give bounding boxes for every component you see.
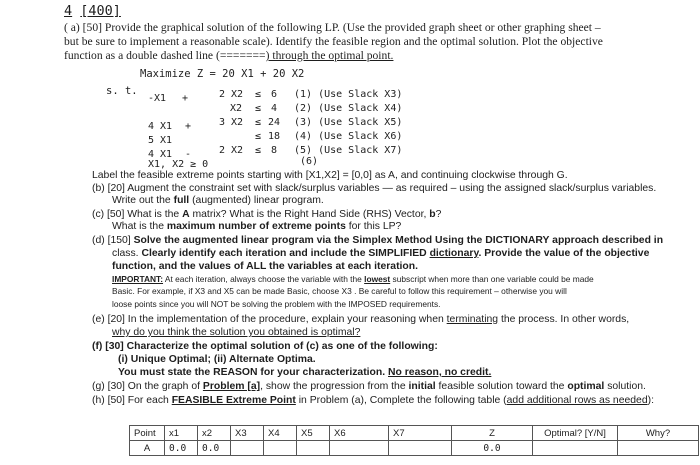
part-c-l2-bold: maximum number of extreme points bbox=[166, 221, 346, 232]
part-d-l4-end: subscript when more than one variable could be made bbox=[390, 274, 594, 284]
part-h-text-mid: in Problem (a), Complete the following table ( bbox=[295, 395, 507, 406]
constraint-4-term-1: 5 X1 bbox=[148, 135, 173, 146]
part-e-underline: terminating bbox=[446, 314, 499, 325]
part-b-line-2 bbox=[112, 195, 324, 206]
part-g-text-end: solution. bbox=[604, 381, 646, 392]
cell-z: 0.0 bbox=[452, 441, 533, 456]
part-c-l2-text: What is the bbox=[112, 221, 167, 232]
part-h-text: (h) [50] For each bbox=[92, 395, 172, 406]
part-g-text: (g) [30] On the graph of bbox=[92, 381, 203, 392]
objective-function: Maximize Z = 20 X1 + 20 X2 bbox=[140, 68, 305, 80]
problem-number: 4 bbox=[64, 3, 73, 19]
header-x2: x2 bbox=[198, 426, 231, 441]
lowest-emphasis: lowest bbox=[364, 274, 391, 284]
constraint-1-term-2: 2 X2 bbox=[219, 89, 244, 100]
part-e-line-1 bbox=[92, 314, 629, 325]
constraint-3-note: (3) (Use Slack X5) bbox=[294, 117, 403, 128]
header-x1: x1 bbox=[165, 426, 198, 441]
cell-why[interactable] bbox=[618, 441, 699, 456]
cell-optimal[interactable] bbox=[533, 441, 618, 456]
header-z: Z bbox=[452, 426, 533, 441]
constraint-3-operator: + bbox=[185, 121, 192, 132]
constraint-2-note: (2) (Use Slack X4) bbox=[294, 103, 403, 114]
part-c-l2-text-end: for this LP? bbox=[345, 221, 402, 232]
part-a-line-3-prefix: function as a double dashed line ( bbox=[64, 49, 220, 62]
part-d-line-4 bbox=[112, 274, 594, 284]
part-h-text-end: ): bbox=[647, 395, 654, 406]
header-x6: X6 bbox=[330, 426, 389, 441]
cell-x1: 0.0 bbox=[165, 441, 198, 456]
part-b-line-1: (b) [20] Augment the constraint set with slack/surplus variables — as required – using the assigned slack/surplus variables. bbox=[92, 183, 657, 194]
part-d-line-5: Basic. For example, if X3 and X5 can be made Basic, choose X3 . Be careful to follow this requirement – otherwise you will bbox=[112, 286, 567, 296]
part-e-line-2: why do you think the solution you obtained is optimal? bbox=[112, 327, 361, 338]
part-g-underline: Problem [a] bbox=[202, 381, 261, 392]
cell-x6[interactable] bbox=[330, 441, 389, 456]
part-c-text-mid: matrix? What is the Right Hand Side (RHS) Vector, bbox=[189, 209, 430, 220]
part-d-l4-text: At each iteration, always choose the variable with the bbox=[163, 274, 365, 284]
constraint-3-term-2: 3 X2 bbox=[219, 117, 244, 128]
part-g-line-1 bbox=[92, 381, 646, 392]
constraint-1-operator: + bbox=[182, 93, 189, 104]
constraint-4-note: (4) (Use Slack X6) bbox=[294, 131, 403, 142]
part-a-line-3-suffix: ) through the optimal point. bbox=[265, 49, 394, 62]
part-a-line-1: ( a) [50] Provide the graphical solution of the following LP. (Use the provided graph sheet or other graphing sheet – bbox=[64, 21, 601, 34]
subject-to-label: s. t. bbox=[106, 85, 138, 97]
cell-x7[interactable] bbox=[389, 441, 452, 456]
constraint-5-relation: ≤ bbox=[255, 145, 262, 156]
part-b-text: Write out the bbox=[112, 195, 174, 206]
part-e-text-end: the process. In other words, bbox=[498, 314, 630, 325]
important-label: IMPORTANT: bbox=[112, 274, 164, 284]
part-d-l2-text: class. bbox=[112, 248, 142, 259]
cell-x2: 0.0 bbox=[198, 441, 231, 456]
part-f-underline: No reason, no credit. bbox=[388, 367, 492, 378]
part-g-text-mid: , show the progression from the bbox=[260, 381, 409, 392]
part-f-line-1: (f) [30] Characterize the optimal solution of (c) as one of the following: bbox=[92, 341, 438, 352]
part-f-line-2: (i) Unique Optimal; (ii) Alternate Optima. bbox=[118, 354, 316, 365]
header-x4: X4 bbox=[264, 426, 297, 441]
constraint-1-relation: ≤ bbox=[255, 89, 262, 100]
constraint-5-rhs: 8 bbox=[271, 145, 278, 156]
constraint-4-rhs: 18 bbox=[268, 131, 281, 142]
part-b-bold: full bbox=[173, 195, 190, 206]
part-e-text: (e) [20] In the implementation of the procedure, explain your reasoning when bbox=[92, 314, 447, 325]
constraint-2-rhs: 4 bbox=[271, 103, 278, 114]
part-c-line-1 bbox=[92, 209, 441, 220]
constraint-3-term-1: 4 X1 bbox=[148, 121, 173, 132]
extreme-points-table bbox=[129, 425, 699, 456]
part-d-l2-end: . Provide the value of the objective bbox=[478, 248, 650, 259]
part-d-line-2 bbox=[112, 248, 649, 259]
part-f-text: You must state the REASON for your characterization. bbox=[118, 367, 389, 378]
nonnegativity-constraint: X1, X2 ≥ 0 bbox=[148, 159, 209, 170]
part-d-l2-underline: dictionary bbox=[429, 248, 479, 259]
part-f-line-3 bbox=[118, 367, 491, 378]
header-point: Point bbox=[130, 426, 165, 441]
table-header-row bbox=[130, 426, 699, 441]
constraint-5-operator: - bbox=[185, 149, 192, 160]
constraint-3-relation: ≤ bbox=[255, 117, 262, 128]
problem-points: [400] bbox=[80, 3, 121, 19]
problem-header bbox=[64, 3, 121, 19]
part-b-text-end: (augmented) linear program. bbox=[189, 195, 324, 206]
label-instructions: Label the feasible extreme points starting with [X1,X2] = [0,0] as A, and continuing clockwise through G. bbox=[92, 170, 568, 181]
cell-x3[interactable] bbox=[231, 441, 264, 456]
part-c-line-2 bbox=[112, 221, 401, 232]
cell-x4[interactable] bbox=[264, 441, 297, 456]
header-x7: X7 bbox=[389, 426, 452, 441]
part-d-l2-bold: Clearly identify each iteration and include the SIMPLIFIED bbox=[141, 248, 430, 259]
part-d-bold: Solve the augmented linear program via the Simplex Method Using the DICTIONARY approach described in bbox=[133, 235, 664, 246]
part-c-bold-b: b bbox=[429, 209, 436, 220]
part-d-line-6: loose points since you will NOT be solving the problem with the IMPOSED requirements. bbox=[112, 299, 441, 309]
part-g-bold-optimal: optimal bbox=[567, 381, 605, 392]
cell-x5[interactable] bbox=[297, 441, 330, 456]
part-c-bold-a: A bbox=[182, 209, 190, 220]
constraint-5-term-2: 2 X2 bbox=[219, 145, 244, 156]
part-d-line-3: function, and the values of ALL the variables at each iteration. bbox=[112, 261, 419, 272]
part-a-line-2: but be sure to implement a reasonable scale). Identify the feasible region and the optimal solution. Plot the objective bbox=[64, 35, 603, 48]
constraint-1-term-1: -X1 bbox=[148, 93, 167, 104]
part-d-text: (d) [150] bbox=[92, 235, 134, 246]
header-x3: X3 bbox=[231, 426, 264, 441]
header-optimal: Optimal? [Y/N] bbox=[533, 426, 618, 441]
constraint-5-term-1: 4 X1 bbox=[148, 149, 173, 160]
part-h-underline-2: add additional rows as needed bbox=[506, 395, 648, 406]
double-dash-sample: ======= bbox=[219, 49, 266, 62]
constraint-1-note: (1) (Use Slack X3) bbox=[294, 89, 403, 100]
table-row bbox=[130, 441, 699, 456]
part-h-line-1 bbox=[92, 395, 654, 406]
constraint-5-note: (5) (Use Slack X7) bbox=[294, 145, 403, 156]
constraint-3-rhs: 24 bbox=[268, 117, 281, 128]
part-c-text: (c) [50] What is the bbox=[92, 209, 183, 220]
header-x5: X5 bbox=[297, 426, 330, 441]
part-g-text-mid2: feasible solution toward the bbox=[435, 381, 568, 392]
constraint-4-relation: ≤ bbox=[255, 131, 262, 142]
part-a-line-3 bbox=[64, 49, 393, 62]
header-why: Why? bbox=[618, 426, 699, 441]
part-d-line-1 bbox=[92, 235, 663, 246]
part-c-text-end: ? bbox=[435, 209, 442, 220]
constraint-2-term-2: X2 bbox=[230, 103, 243, 114]
part-g-bold-initial: initial bbox=[408, 381, 436, 392]
part-h-underline: FEASIBLE Extreme Point bbox=[171, 395, 296, 406]
constraint-6-note: (6) bbox=[300, 156, 319, 167]
constraint-1-rhs: 6 bbox=[271, 89, 278, 100]
cell-point: A bbox=[130, 441, 165, 456]
constraint-2-relation: ≤ bbox=[255, 103, 262, 114]
